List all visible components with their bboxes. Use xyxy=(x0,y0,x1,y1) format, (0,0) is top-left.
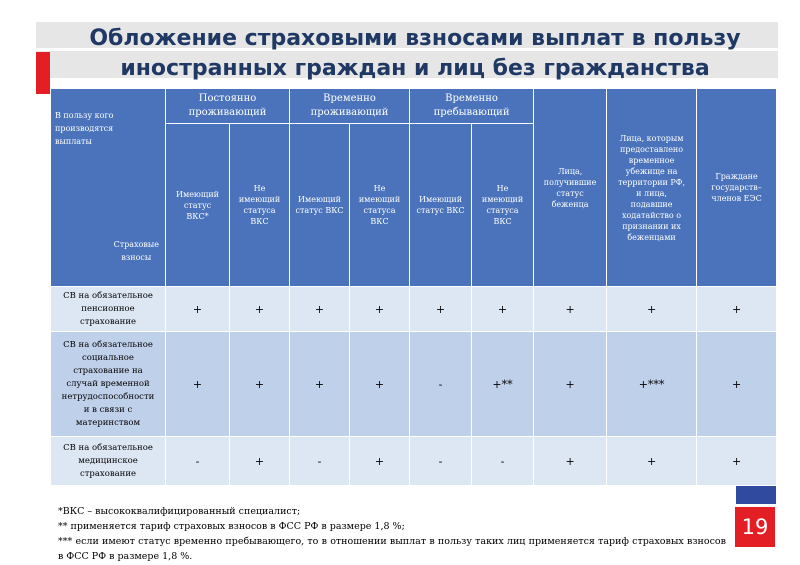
table-cell: - xyxy=(410,437,472,486)
header-group-temporary-resident: Временно проживающий xyxy=(290,89,410,124)
slide-number: 19 xyxy=(735,507,775,547)
header-sub-permanent-hqs: Имеющий статус ВКС* xyxy=(166,124,230,287)
table-cell: + xyxy=(290,332,350,437)
header-refugee: Лица, получившие статус беженца xyxy=(534,89,607,287)
table-cell: +*** xyxy=(607,332,697,437)
header-corner-recipient: В пользу кого производятся выплаты xyxy=(55,111,114,146)
table-cell: +** xyxy=(472,332,534,437)
footnotes xyxy=(58,504,726,564)
footnote-hqs: *ВКС – высококвалифицированный специалист; xyxy=(58,506,301,517)
row-label-social: СВ на обязательное социальное страхование на случай временной нетрудоспособности и в связи с материнством xyxy=(51,332,166,437)
table-cell: + xyxy=(697,437,777,486)
header-corner-contributions: Страховые взносы xyxy=(113,240,159,262)
table-row-medical xyxy=(51,437,777,486)
table-cell: - xyxy=(290,437,350,486)
table-cell: + xyxy=(472,287,534,332)
header-sub-temp-resident-non-hqs: Не имеющий статуса ВКС xyxy=(350,124,410,287)
page-title xyxy=(60,24,770,84)
header-group-temporary-stay: Временно пребывающий xyxy=(410,89,534,124)
table-cell: + xyxy=(534,332,607,437)
header-sub-temp-resident-hqs: Имеющий статус ВКС xyxy=(290,124,350,287)
table-cell: + xyxy=(534,287,607,332)
table-cell: + xyxy=(230,287,290,332)
table-row-social xyxy=(51,332,777,437)
table-cell: + xyxy=(230,332,290,437)
table-cell: + xyxy=(350,287,410,332)
header-corner-cell xyxy=(51,89,166,287)
table-cell: + xyxy=(697,287,777,332)
header-group-permanent-resident: Постоянно проживающий xyxy=(166,89,290,124)
table-row-pension xyxy=(51,287,777,332)
red-accent-bar xyxy=(36,52,50,94)
table-cell: + xyxy=(697,332,777,437)
table-cell: + xyxy=(230,437,290,486)
header-temporary-asylum: Лица, которым предоставлено временное убежище на территории РФ, и лица, подавшие ходатайство о признании их беженцами xyxy=(607,89,697,287)
header-eaeu-citizens: Граждане государств– членов ЕЭС xyxy=(697,89,777,287)
table-cell: + xyxy=(350,437,410,486)
page-title-line-2: иностранных граждан и лиц без гражданства xyxy=(120,56,710,81)
table-cell: - xyxy=(166,437,230,486)
table-cell: + xyxy=(607,287,697,332)
table-cell: + xyxy=(166,287,230,332)
table-cell: + xyxy=(607,437,697,486)
row-label-medical: СВ на обязательное медицинское страхование xyxy=(51,437,166,486)
header-sub-temp-stay-hqs: Имеющий статус ВКС xyxy=(410,124,472,287)
table-cell: - xyxy=(410,332,472,437)
table-cell: + xyxy=(166,332,230,437)
table-cell: + xyxy=(534,437,607,486)
table-cell: + xyxy=(350,332,410,437)
footnote-double-asterisk: ** применяется тариф страховых взносов в ФСС РФ в размере 1,8 %; xyxy=(58,521,405,532)
header-row-groups xyxy=(51,89,777,124)
footnote-triple-asterisk: *** если имеют статус временно пребывающего, то в отношении выплат в пользу таких лиц применяется тариф страховых взносов в ФСС РФ в размере 1,8 %. xyxy=(58,536,726,562)
header-sub-temp-stay-non-hqs: Не имеющий статуса ВКС xyxy=(472,124,534,287)
header-sub-permanent-non-hqs: Не имеющий статуса ВКС xyxy=(230,124,290,287)
page-title-line-1: Обложение страховыми взносами выплат в пользу xyxy=(89,26,741,51)
table-cell: - xyxy=(472,437,534,486)
table-cell: + xyxy=(290,287,350,332)
row-label-pension: СВ на обязательное пенсионное страхование xyxy=(51,287,166,332)
blue-accent-bar xyxy=(736,484,776,504)
table-cell: + xyxy=(410,287,472,332)
insurance-contributions-table xyxy=(50,88,777,486)
